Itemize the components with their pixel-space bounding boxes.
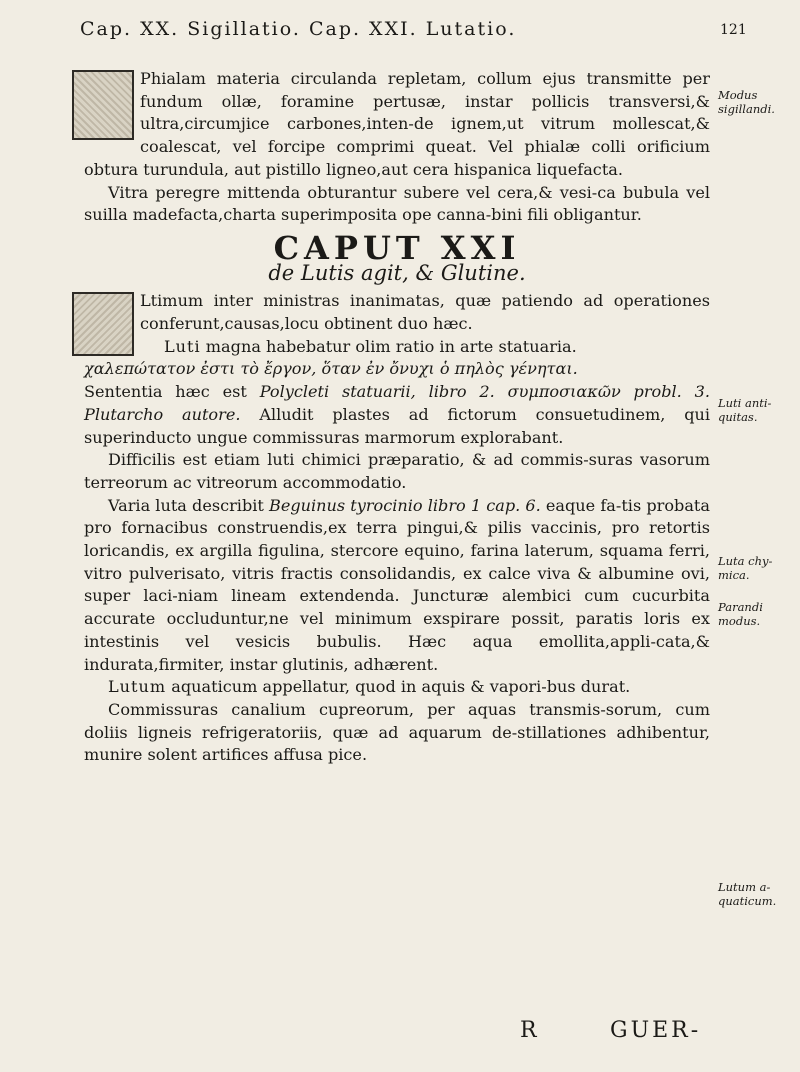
- varia-luta-text: Varia luta describit: [108, 495, 264, 515]
- lutum-lead: Lutum: [108, 677, 167, 697]
- margin-note-3: Luta chy-mica.: [718, 554, 773, 582]
- lutum-rest: aquaticum appellatur, quod in aquis & vapori-bus durat.: [171, 677, 631, 697]
- chapter21-paragraph-7: Commissuras canalium cupreorum, per aquas transmis-sorum, cum doliis ligneis refrigeratoriis, quæ ad aquarum de-stillationes adhibentur, munire solent artifices affusa pice.: [84, 699, 710, 765]
- chapter20-paragraph-1: Phialam materia circulanda repletam, collum ejus transmitte per fundum ollæ, foramine pertusæ, instar pollicis transversi,& ultra,circumjice carbones,inten-de ignem,ut vitrum mollescat,& coalescat, vel forcipe comprimi queat. Vel phialæ colli orificium obtura turundula, aut pistillo ligneo,aut cera hispanica liquefacta.: [84, 69, 710, 179]
- margin-note-5: Lutum a-quaticum.: [718, 880, 777, 908]
- alludit-text: Alludit plastes ad fictorum consuetudinem, qui superinducto ungue commissuras marmorum explorabant.: [84, 404, 711, 447]
- ornamental-initial-icon: [72, 292, 134, 356]
- running-header: [60, 8, 780, 58]
- plutarch-reference: Plutarcho autore.: [84, 404, 241, 424]
- chapter21-paragraph-2: [84, 336, 710, 359]
- beguinus-reference: Beguinus tyrocinio libro 1 cap. 6.: [269, 495, 541, 515]
- margin-note-2: Luti anti-quitas.: [718, 396, 772, 424]
- sententia-text: Sententia hæc est: [84, 382, 247, 402]
- chapter21-paragraph-6: [84, 676, 710, 699]
- margin-note-4: Parandi modus.: [718, 600, 763, 628]
- page-number: 121: [720, 22, 747, 38]
- ornamental-initial-icon: [72, 70, 134, 140]
- chapter21-paragraph-3: [84, 381, 710, 449]
- luti-rest: magna habebatur olim ratio in arte statuaria.: [205, 336, 577, 356]
- text-block: [84, 68, 710, 767]
- polycleti-reference: Polycleti statuarii, libro 2.: [259, 382, 495, 402]
- chapter-subtitle: de Lutis agit, & Glutine.: [268, 260, 526, 285]
- running-head: Cap. XX. Sigillatio. Cap. XXI. Lutatio.: [80, 18, 517, 40]
- luta-recipes-text: eaque fa-tis probata pro fornacibus construendis,ex terra pingui,& pilis vaccinis, pro retortis loricandis, ex argilla figulina, stercore equino, farina laterum, squama ferri, vitro pulverisato, vitris fractis consolidandis, ex calce viva & albumine ovi, super laci-niam lineam extendenda. Juncturæ alembici cum cucurbita accurate occluduntur,ne vel minimum exspirare possit, paratis loris ex intestinis vel vesicis bubulis. Hæc aqua emollita,appli-cata,& indurata,firmiter, instar glutinis, adhærent.: [84, 495, 710, 674]
- catchword: GUER-: [610, 1018, 702, 1043]
- greek-reference: συμποσιακῶν probl. 3.: [507, 382, 710, 402]
- luti-lead: Luti: [164, 336, 201, 356]
- chapter21-paragraph-1: Ltimum inter ministras inanimatas, quæ patiendo ad operationes conferunt,causas,locu obtinent duo hæc.: [140, 291, 710, 334]
- signature-mark: R: [520, 1018, 540, 1043]
- catchline: [520, 1018, 740, 1052]
- chapter20-paragraph-2: Vitra peregre mittenda obturantur subere vel cera,& vesi-ca bubula vel suilla madefacta,charta superimposita ope canna-bini fili obligantur.: [84, 182, 710, 225]
- chapter21-paragraph-4: Difficilis est etiam luti chimici præparatio, & ad commis-suras vasorum terreorum ac vitreorum accommodatio.: [84, 450, 710, 492]
- chapter-title: CAPUT XXI: [273, 228, 521, 267]
- margin-note-1: Modus sigillandi.: [718, 88, 775, 116]
- greek-quotation: χαλεπώτατον ἐστι τὸ ἔργον, ὅταν ἐν ὄνυχι ὁ πηλὸς γένηται.: [84, 359, 578, 379]
- chapter21-paragraph-5: [84, 495, 710, 677]
